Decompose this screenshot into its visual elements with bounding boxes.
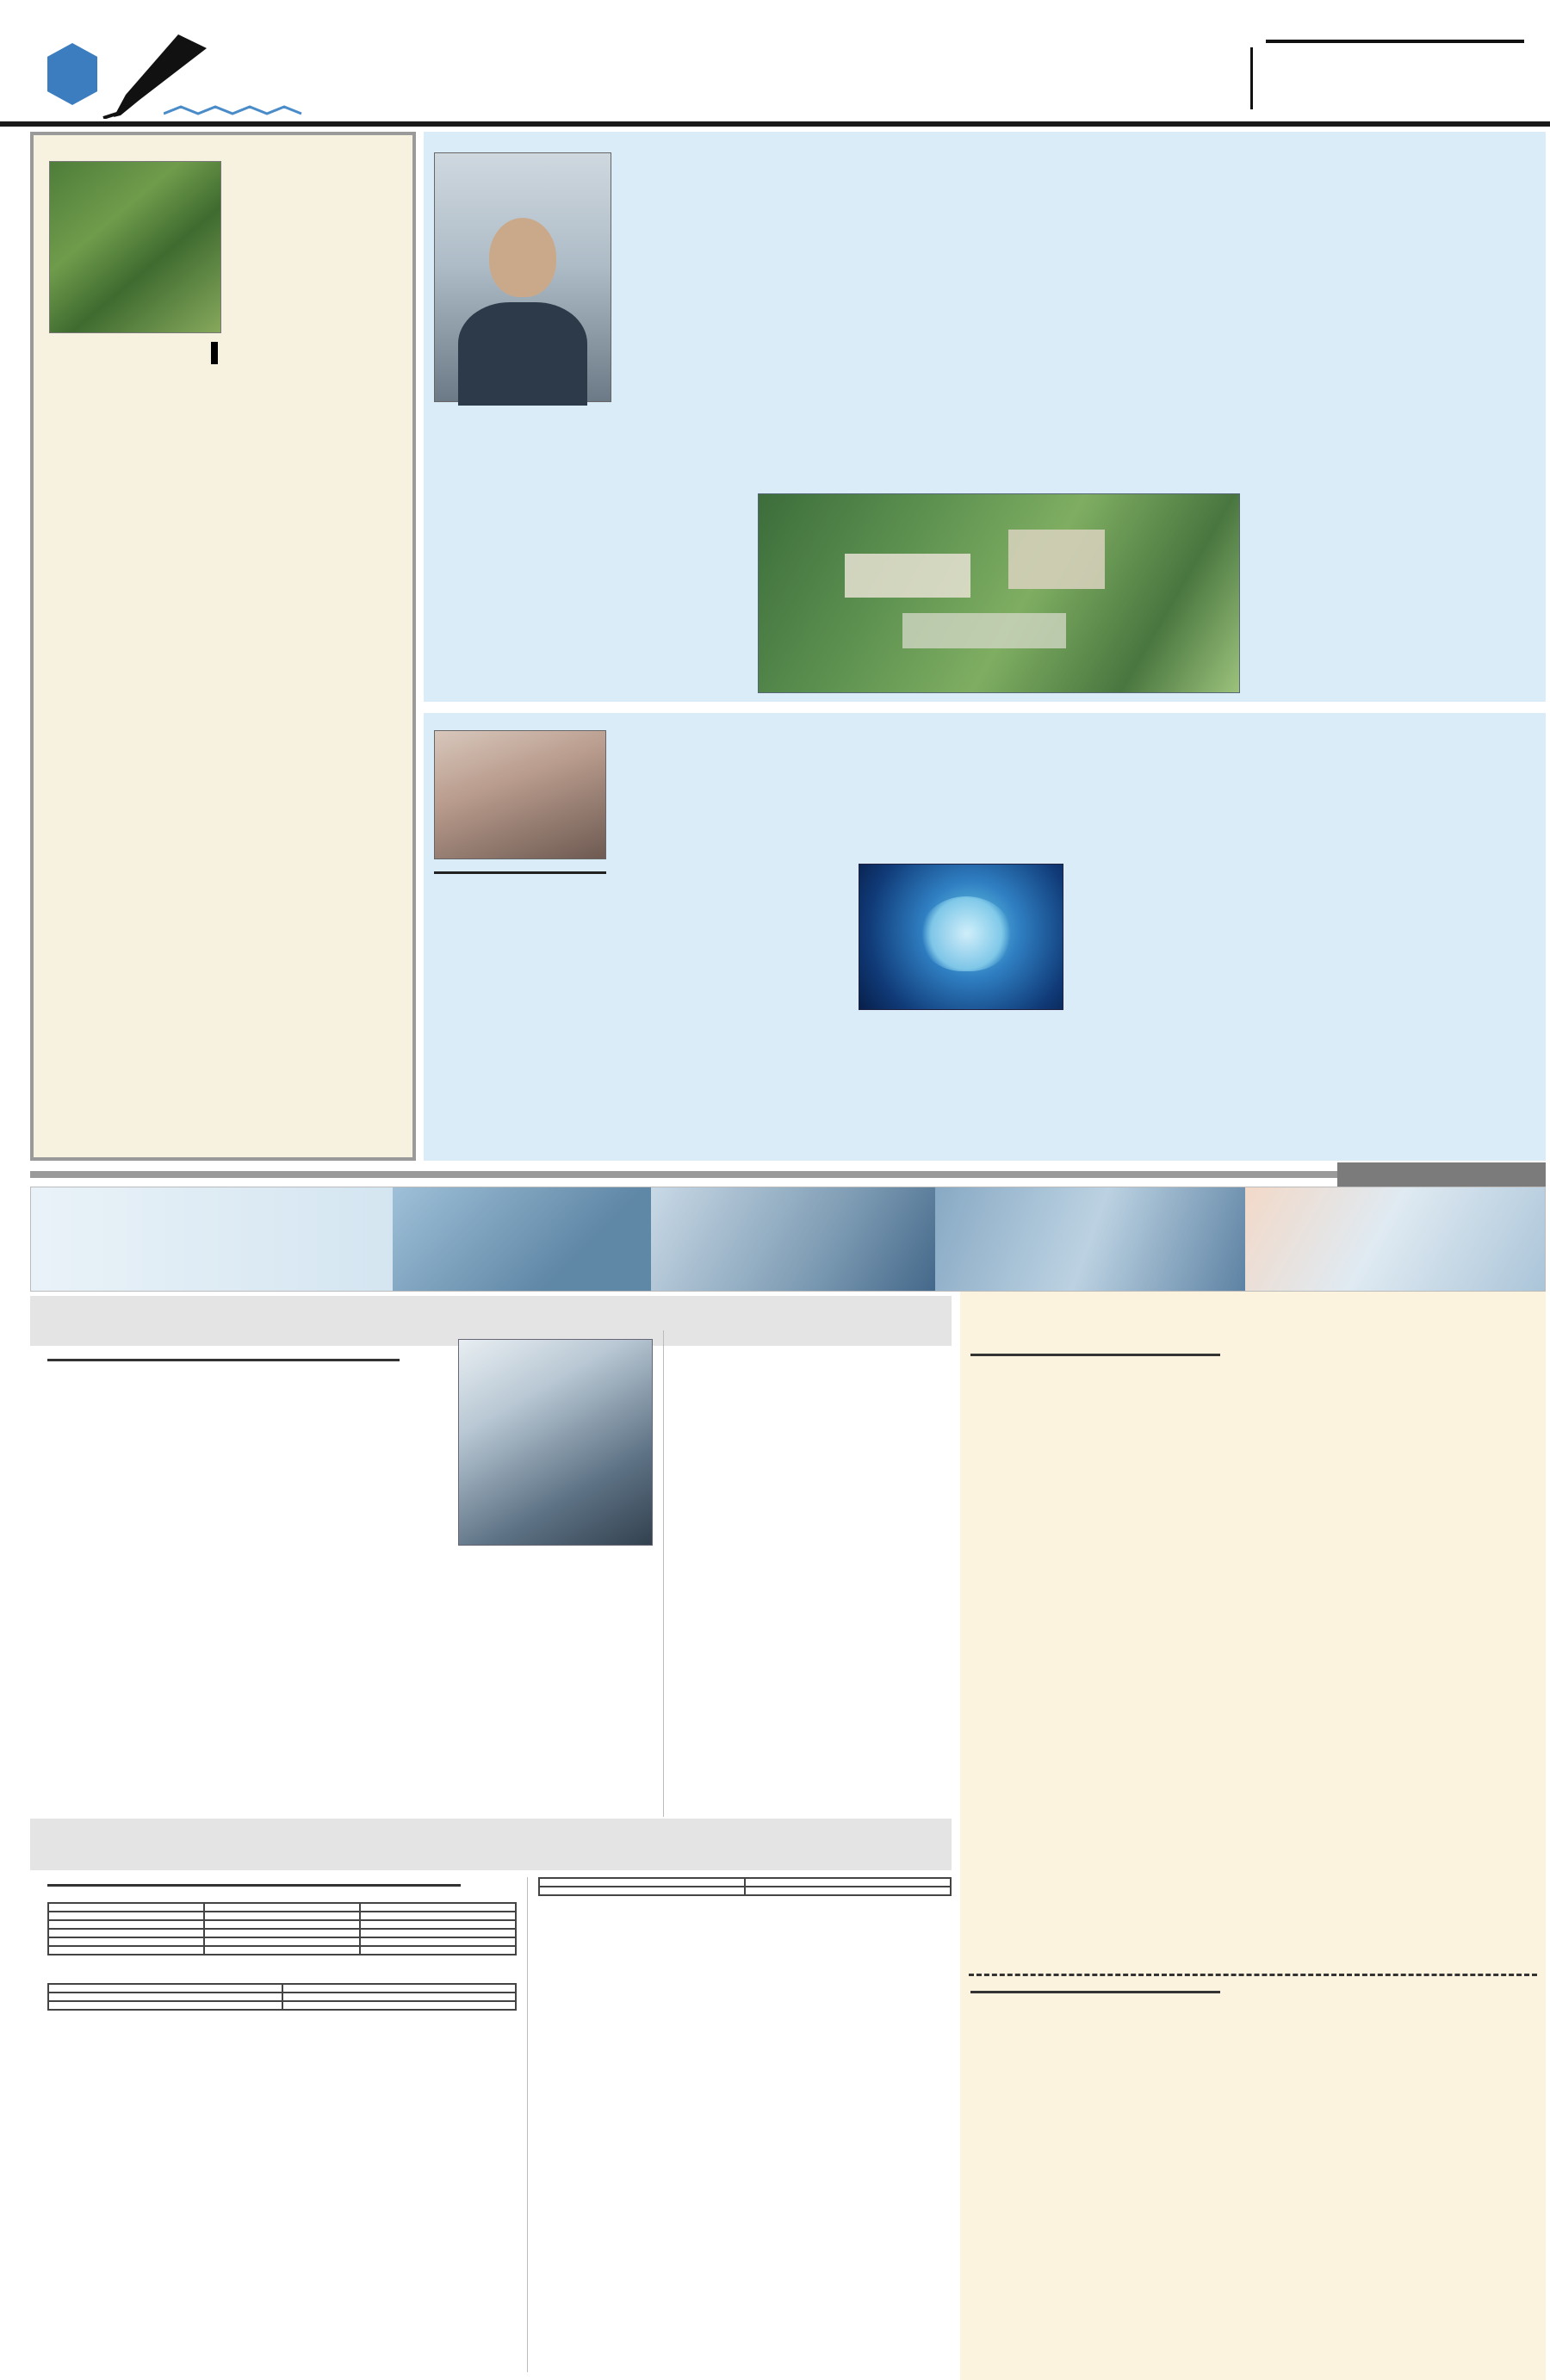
page-number-badge	[47, 43, 97, 105]
article2-col5	[1308, 152, 1535, 624]
match-table-right	[538, 1877, 952, 1896]
author-photo-bushra	[434, 730, 606, 859]
class910-section	[960, 1292, 1546, 2380]
date-block	[930, 45, 1231, 50]
masthead	[1266, 40, 1524, 43]
article-hill-terrorism	[30, 132, 416, 1161]
class8-col2	[527, 1877, 952, 2372]
squiggle-icon	[164, 103, 388, 117]
banner-cartoon-microscope	[1245, 1187, 1546, 1292]
author-photo-shawkat-ali	[434, 152, 611, 402]
banner-photo-2	[651, 1187, 935, 1292]
table-row	[539, 1878, 951, 1887]
table-row	[48, 1912, 516, 1920]
class5-col3	[663, 1330, 952, 1817]
class910-col1	[970, 1347, 1255, 1968]
class5-col2	[458, 1330, 654, 1817]
article3-col1	[434, 730, 809, 1100]
table-row	[539, 1887, 951, 1895]
section-rule	[30, 1171, 1546, 1178]
class910-section-header	[960, 1292, 1546, 1343]
banner-photo-1	[393, 1187, 651, 1292]
article3-author	[434, 865, 606, 874]
grid-h3	[360, 1903, 516, 1912]
class910-col2	[1263, 1347, 1537, 1968]
article1-pull-quote	[49, 342, 218, 364]
match-table-left	[47, 1983, 517, 2011]
article2-author-block	[434, 152, 611, 624]
table-row	[48, 2001, 516, 2010]
ai-brain-photo	[859, 864, 1063, 1010]
article-rokeya-university	[424, 132, 1546, 702]
table-row	[48, 1993, 516, 2001]
class8-col1	[47, 1877, 517, 2372]
class5-col1	[47, 1352, 448, 1817]
table-row	[48, 1920, 516, 1929]
biology-col1	[970, 1986, 1255, 2373]
swift-grid-table	[47, 1902, 517, 1955]
students-page-banner	[30, 1187, 1546, 1292]
page-header	[0, 0, 1550, 127]
table-row	[48, 1946, 516, 1955]
dashed-divider	[969, 1974, 1537, 1976]
masthead-name	[1266, 40, 1524, 43]
table-row	[48, 1937, 516, 1946]
article3-col3	[1039, 730, 1246, 1100]
article3-col4	[1258, 730, 1535, 1100]
table-row	[48, 1929, 516, 1937]
banner-photo-3	[935, 1187, 1245, 1292]
biology-col2	[1263, 1986, 1537, 2373]
header-divider	[1250, 47, 1253, 109]
article-ai-friend-or-enemy	[424, 713, 1546, 1161]
student-writing-photo	[458, 1339, 653, 1546]
hills-photo	[49, 161, 221, 333]
header-rule	[0, 121, 1550, 127]
campus-photo	[758, 493, 1240, 693]
grid-h2	[204, 1903, 360, 1912]
grid-h1	[48, 1903, 204, 1912]
class8-section-header	[30, 1819, 952, 1870]
